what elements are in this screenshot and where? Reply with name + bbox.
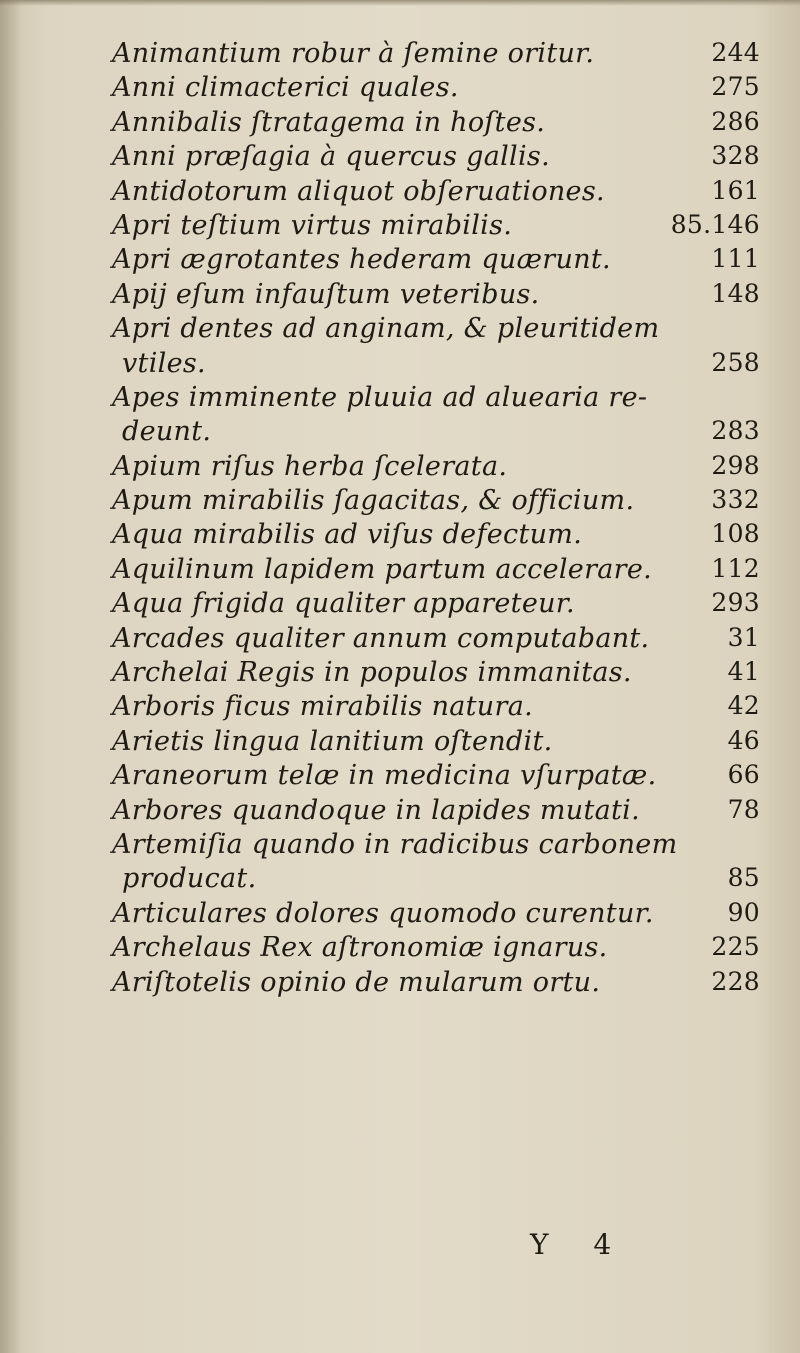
entry-text: Anni præſagia à quercus gallis. <box>112 141 550 173</box>
entry-page: 41 <box>727 657 760 687</box>
entry-text: deunt. <box>122 416 212 448</box>
entry-text: vtiles. <box>122 347 206 379</box>
index-line <box>0 621 800 655</box>
index-line <box>0 793 800 827</box>
entry-text: Apij eſum infauſtum veteribus. <box>112 278 540 310</box>
index-line <box>0 380 800 414</box>
index-line <box>0 174 800 208</box>
entry-page: 275 <box>711 72 760 102</box>
entry-page: 90 <box>727 897 760 927</box>
entry-text: Apri dentes ad anginam, & pleuritidem <box>112 313 660 345</box>
index-line <box>0 896 800 930</box>
index-line <box>0 483 800 517</box>
entry-text: Aquilinum lapidem partum accelerare. <box>112 553 653 585</box>
entry-text: Apum mirabilis ſagacitas, & officium. <box>112 485 635 517</box>
index-line-continuation <box>0 414 800 448</box>
entry-page: 293 <box>711 588 760 618</box>
entry-page: 42 <box>727 691 760 721</box>
index-line <box>0 724 800 758</box>
index-line <box>0 105 800 139</box>
entry-text: Arietis lingua lanitium oſtendit. <box>112 725 553 757</box>
entry-page: 283 <box>711 416 760 446</box>
entry-page: 228 <box>711 966 760 996</box>
entry-text: Apes imminente pluuia ad aluearia re- <box>112 381 648 413</box>
index-line <box>0 586 800 620</box>
entry-text: Apri ægrotantes hederam quærunt. <box>112 244 611 276</box>
entry-page: 161 <box>711 175 760 205</box>
index-line <box>0 139 800 173</box>
entry-page: 66 <box>727 760 760 790</box>
index-line <box>0 70 800 104</box>
index-line <box>0 930 800 964</box>
index-line <box>0 36 800 70</box>
entry-page: 46 <box>727 725 760 755</box>
index-line <box>0 552 800 586</box>
entry-text: producat. <box>122 863 257 895</box>
index-line <box>0 655 800 689</box>
index-line <box>0 965 800 999</box>
index-line <box>0 517 800 551</box>
entry-text: Arcades qualiter annum computabant. <box>112 622 650 654</box>
entry-text: Apri teſtium virtus mirabilis. <box>112 209 513 241</box>
index-entries <box>0 36 800 999</box>
entry-text: Animantium robur à ſemine oritur. <box>112 38 595 69</box>
entry-page: 112 <box>711 553 760 583</box>
index-line <box>0 827 800 861</box>
entry-page: 258 <box>711 347 760 377</box>
entry-page: 286 <box>711 106 760 136</box>
entry-page: 85 <box>727 863 760 893</box>
index-line <box>0 277 800 311</box>
entry-text: Arbores quandoque in lapides mutati. <box>112 794 640 826</box>
entry-page: 111 <box>711 244 760 274</box>
index-line <box>0 311 800 345</box>
entry-text: Araneorum telæ in medicina vſurpatæ. <box>112 760 657 792</box>
entry-text: Annibalis ſtratagema in hoſtes. <box>112 106 546 138</box>
entry-page: 298 <box>711 450 760 480</box>
entry-page: 225 <box>711 932 760 962</box>
entry-text: Aqua mirabilis ad viſus defectum. <box>112 519 583 551</box>
entry-text: Artemiſia quando in radicibus carbonem <box>112 828 678 860</box>
entry-page: 148 <box>711 278 760 308</box>
entry-text: Aqua frigida qualiter appareteur. <box>112 588 575 620</box>
entry-page: 78 <box>727 794 760 824</box>
entry-page: 85.146 <box>670 209 760 239</box>
entry-page: 31 <box>727 622 760 652</box>
entry-page: 244 <box>711 38 760 67</box>
signature-mark: Y 4 <box>530 1228 630 1261</box>
entry-text: Articulares dolores quomodo curentur. <box>112 897 654 929</box>
entry-text: Ariſtotelis opinio de mularum ortu. <box>112 966 601 998</box>
entry-page: 328 <box>711 141 760 171</box>
entry-text: Antidotorum aliquot obſeruationes. <box>112 175 605 207</box>
index-line <box>0 758 800 792</box>
entry-text: Arboris ficus mirabilis natura. <box>112 691 533 723</box>
index-line-continuation <box>0 346 800 380</box>
entry-text: Archelaus Rex aſtronomiæ ignarus. <box>112 932 608 964</box>
index-line <box>0 242 800 276</box>
page-top-edge <box>0 0 800 6</box>
entry-text: Anni climacterici quales. <box>112 72 459 104</box>
index-line-continuation <box>0 861 800 895</box>
index-line <box>0 208 800 242</box>
index-line <box>0 449 800 483</box>
index-line <box>0 689 800 723</box>
entry-page: 332 <box>711 485 760 515</box>
entry-page: 108 <box>711 519 760 549</box>
entry-text: Archelai Regis in populos immanitas. <box>112 657 632 689</box>
entry-text: Apium riſus herba ſcelerata. <box>112 450 508 482</box>
